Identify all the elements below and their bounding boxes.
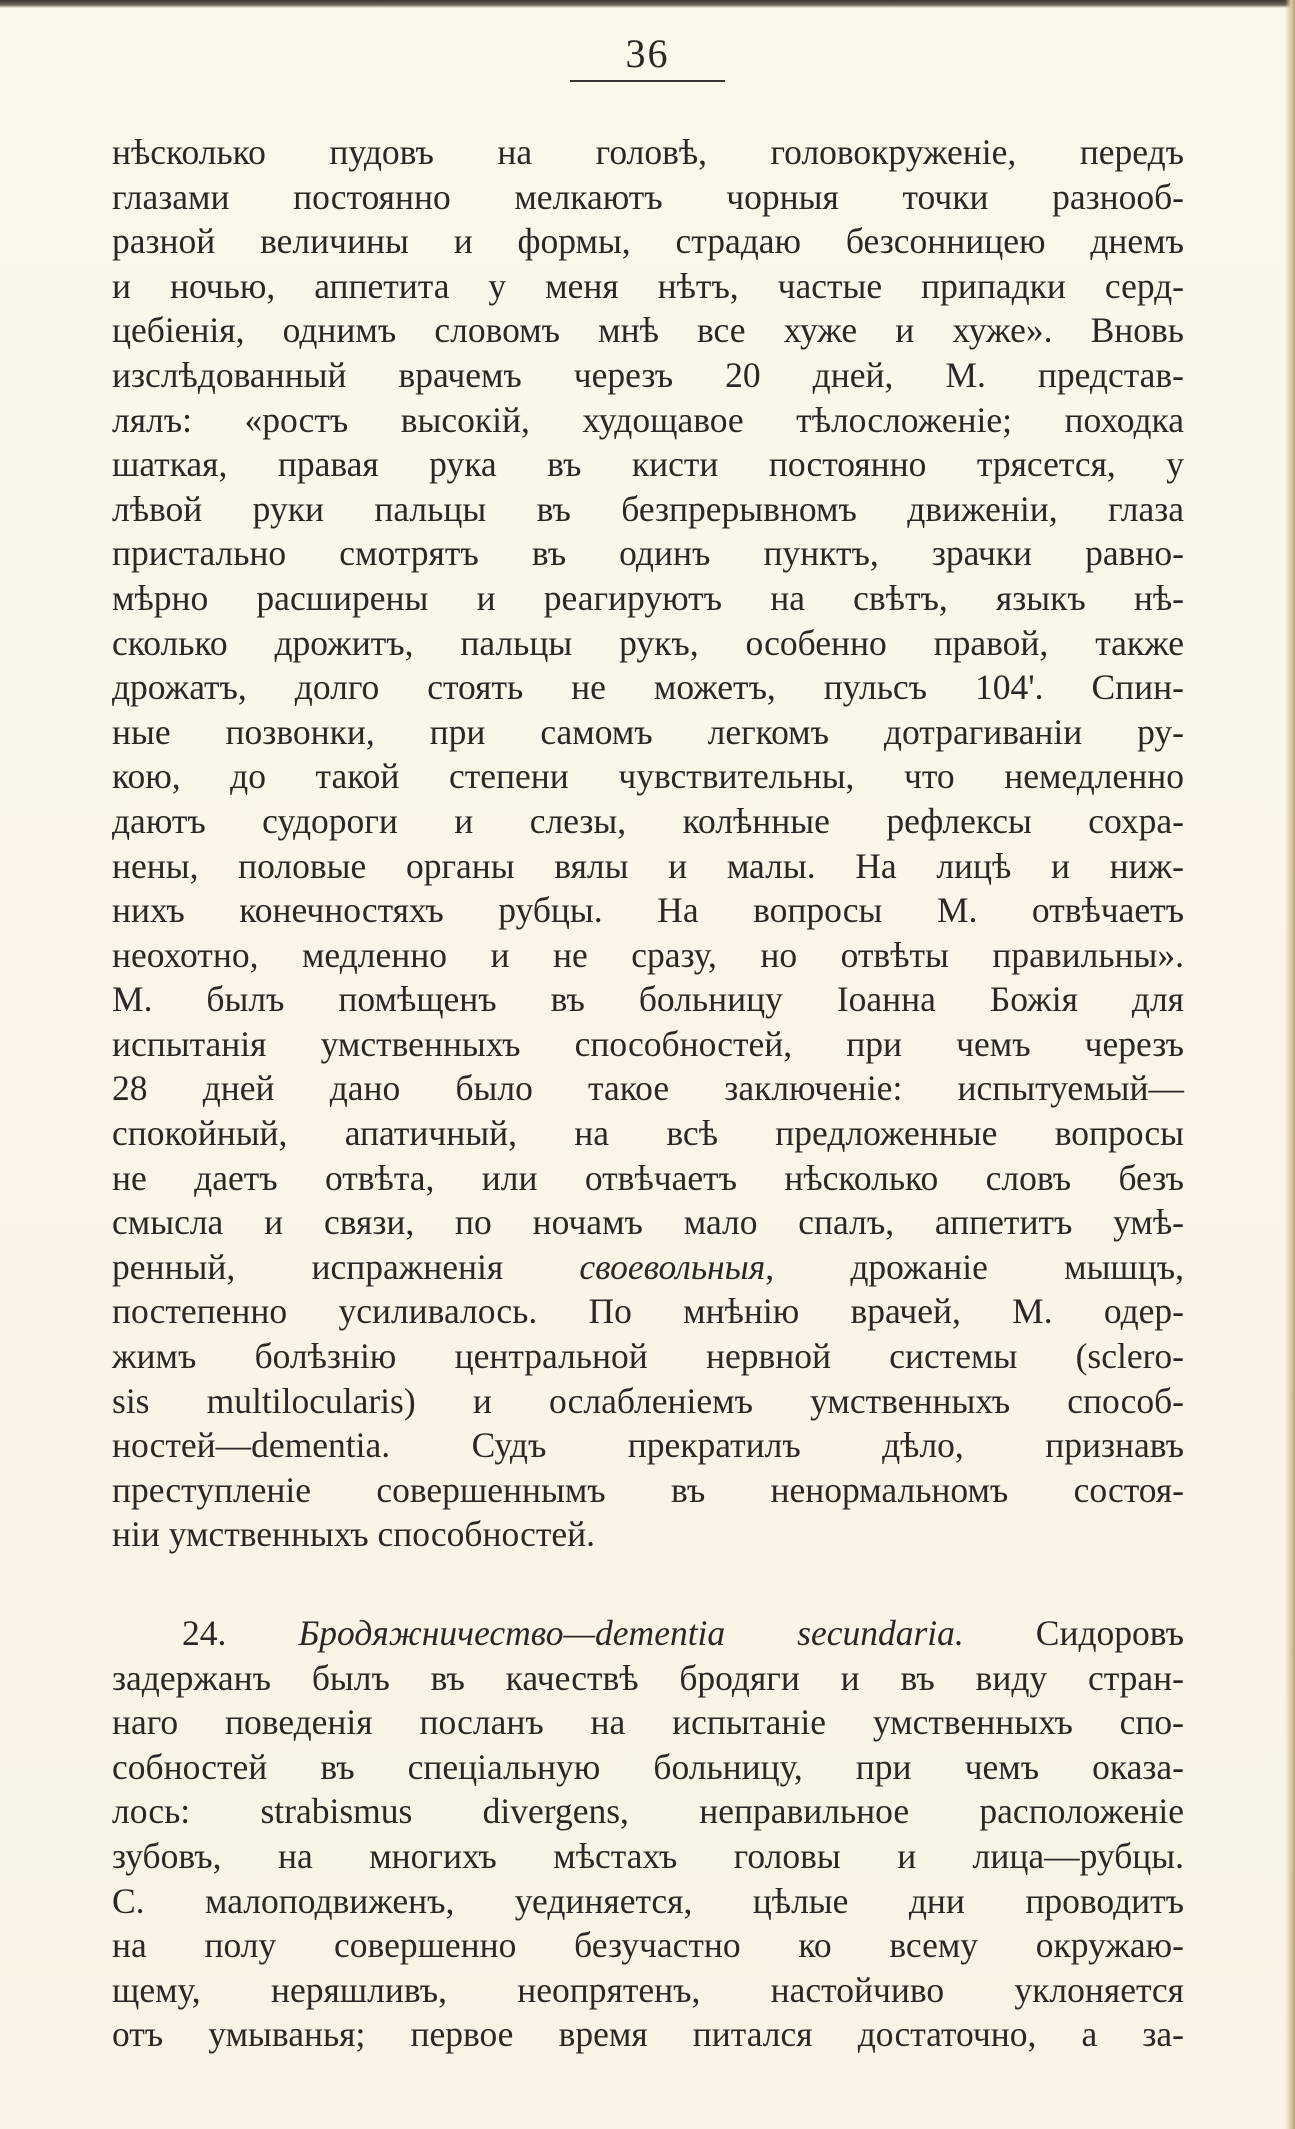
text-line: жимъ болѣзнію центральной нервной системы (sclero- xyxy=(112,1336,1184,1377)
page-number: 36 xyxy=(625,31,670,76)
text-line: дрожатъ, долго стоять не можетъ, пульсъ 104'. Спин- xyxy=(112,667,1184,708)
paragraph-1-continued xyxy=(112,1289,1184,1512)
text-line: кою, до такой степени чувствительны, что немедленно xyxy=(112,756,1184,797)
body-text xyxy=(112,130,1184,2057)
text-line: 28 дней дано было такое заключеніе: испытуемый— xyxy=(112,1068,1184,1109)
text-line: мѣрно расширены и реагируютъ на свѣтъ, языкъ нѣ- xyxy=(112,577,1184,618)
paragraph-2-first-line xyxy=(112,1611,1184,1656)
text-line: испытанія умственныхъ способностей, при чемъ черезъ xyxy=(112,1023,1184,1064)
section-title: Бродяжничество—dementia secundaria. xyxy=(298,1613,964,1653)
text-line: зубовъ, на многихъ мѣстахъ головы и лица—рубцы. xyxy=(112,1835,1184,1876)
text-line: ностей—dementia. Судъ прекратилъ дѣло, признавъ xyxy=(112,1425,1184,1466)
text-line: пристально смотрятъ въ одинъ пунктъ, зрачки равно- xyxy=(112,533,1184,574)
italic-word: своевольныя xyxy=(579,1246,766,1287)
text-line: щему, неряшливъ, неопрятенъ, настойчиво уклоняется xyxy=(112,1969,1184,2010)
text-line: нихъ конечностяхъ рубцы. На вопросы М. отвѣчаетъ xyxy=(112,890,1184,931)
text-run: ренный, испражненія xyxy=(112,1246,580,1287)
paragraph-2 xyxy=(112,1656,1184,2057)
text-line: задержанъ былъ въ качествѣ бродяги и въ виду стран- xyxy=(112,1657,1184,1698)
text-line: шаткая, правая рука въ кисти постоянно трясется, у xyxy=(112,444,1184,485)
text-line: неохотно, медленно и не сразу, но отвѣты правильны». xyxy=(112,934,1184,975)
text-line: наго поведенія посланъ на испытаніе умственныхъ спо- xyxy=(112,1702,1184,1743)
text-line: ные позвонки, при самомъ легкомъ дотрагиваніи ру- xyxy=(112,711,1184,752)
text-line: преступленіе совершеннымъ въ ненормальномъ состоя- xyxy=(112,1469,1184,1510)
paragraph-1-last-line: ніи умственныхъ способностей. xyxy=(112,1514,596,1555)
text-line xyxy=(112,1245,1184,1290)
text-line: С. малоподвиженъ, уединяется, цѣлые дни проводитъ xyxy=(112,1880,1184,1921)
text-line: на полу совершенно безучастно ко всему окружаю- xyxy=(112,1925,1184,1966)
text-line: лось: strabismus divergens, неправильное расположеніе xyxy=(112,1791,1184,1832)
text-line: собностей въ спеціальную больницу, при чемъ оказа- xyxy=(112,1746,1184,1787)
page-right-edge xyxy=(1285,0,1295,2129)
text-line: sis multilocularis) и ослабленіемъ умственныхъ способ- xyxy=(112,1380,1184,1421)
text-run: , дрожаніе мышцъ, xyxy=(765,1246,1184,1287)
text-line: М. былъ помѣщенъ въ больницу Іоанна Божія для xyxy=(112,979,1184,1020)
section-number: 24. xyxy=(182,1613,227,1653)
text-line: смысла и связи, по ночамъ мало спалъ, аппетитъ умѣ- xyxy=(112,1202,1184,1243)
page-number-rule xyxy=(570,80,725,82)
paragraph-1 xyxy=(112,130,1184,1245)
text-line: и ночью, аппетита у меня нѣтъ, частые припадки серд- xyxy=(112,265,1184,306)
text-line: разной величины и формы, страдаю безсонницею днемъ xyxy=(112,221,1184,262)
text-line: спокойный, апатичный, на всѣ предложенные вопросы xyxy=(112,1113,1184,1154)
text-line: цебіенія, однимъ словомъ мнѣ все хуже и хуже». Вновь xyxy=(112,310,1184,351)
text-line: глазами постоянно мелкаютъ чорныя точки разнооб- xyxy=(112,176,1184,217)
text-line: отъ умыванья; первое время питался достаточно, а за- xyxy=(112,2014,1184,2055)
text-line: постепенно усиливалось. По мнѣнію врачей, М. одер- xyxy=(112,1291,1184,1332)
text-line: изслѣдованный врачемъ черезъ 20 дней, М. представ- xyxy=(112,354,1184,395)
text-line: нены, половые органы вялы и малы. На лицѣ и ниж- xyxy=(112,845,1184,886)
text-line: лѣвой руки пальцы въ безпрерывномъ движеніи, глаза xyxy=(112,488,1184,529)
text-line: даютъ судороги и слезы, колѣнные рефлексы сохра- xyxy=(112,800,1184,841)
text-line: не даетъ отвѣта, или отвѣчаетъ нѣсколько словъ безъ xyxy=(112,1157,1184,1198)
text-line: сколько дрожитъ, пальцы рукъ, особенно правой, также xyxy=(112,622,1184,663)
paragraph-gap xyxy=(112,1557,1184,1611)
text-line: нѣсколько пудовъ на головѣ, головокруженіе, передъ xyxy=(112,132,1184,172)
text-run: Сидоровъ xyxy=(963,1613,1184,1653)
page-top-edge xyxy=(0,0,1295,8)
text-line: лялъ: «ростъ высокій, худощавое тѣлосложеніе; походка xyxy=(112,399,1184,440)
